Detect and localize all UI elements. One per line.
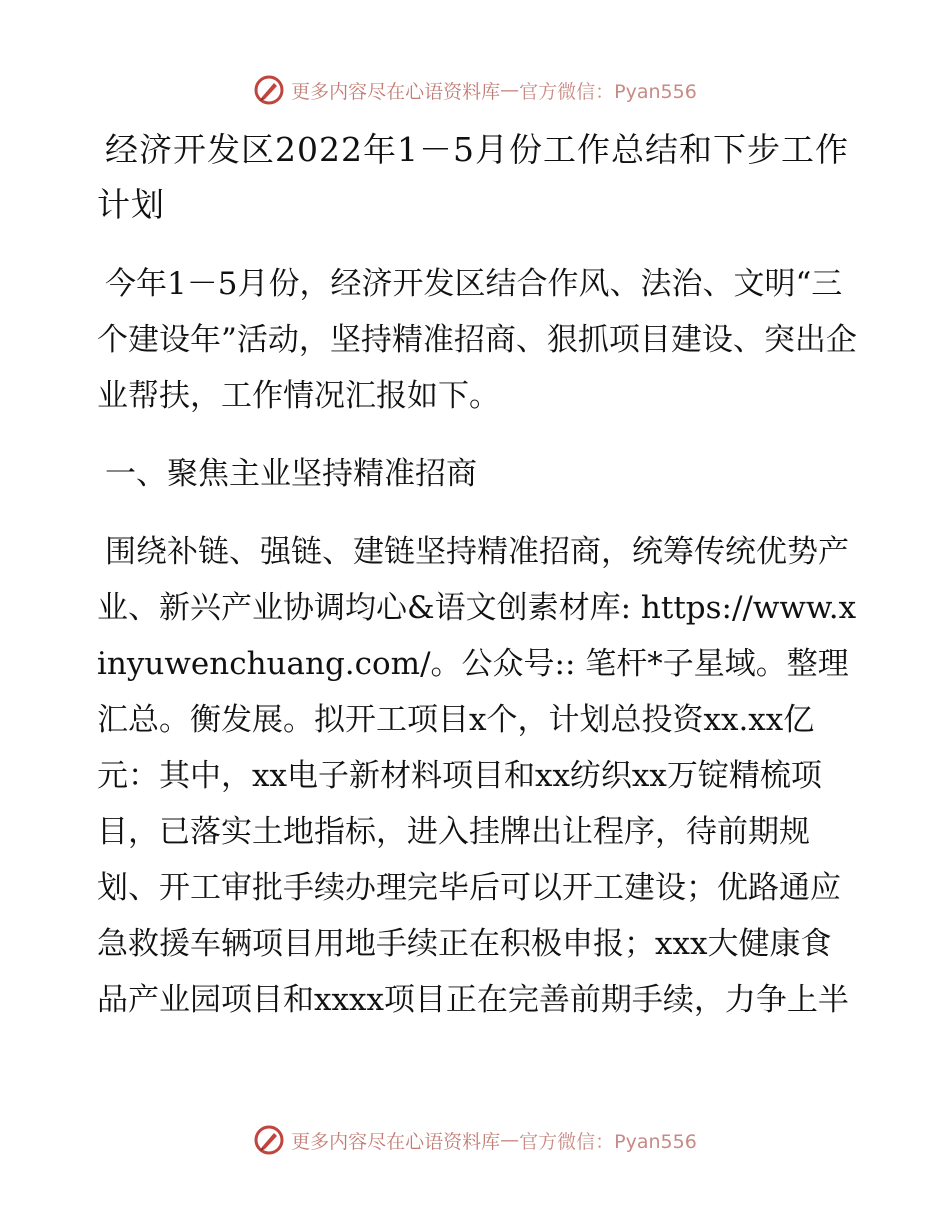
document-title: 经济开发区2022年1－5月份工作总结和下步工作计划 bbox=[97, 130, 849, 224]
header-watermark bbox=[0, 70, 950, 110]
watermark-separator: — bbox=[500, 79, 520, 101]
document-body bbox=[97, 122, 857, 1028]
section-heading: 一、聚焦主业坚持精准招商 bbox=[105, 456, 477, 492]
watermark-brand: 更多内容尽在心语资料库 bbox=[291, 80, 501, 103]
pen-logo-icon bbox=[253, 1124, 285, 1156]
intro-paragraph: 今年1－5月份，经济开发区结合作风、法治、文明“三个建设年”活动，坚持精准招商、狠抓项目建设、突出企业帮扶，工作情况汇报如下。 bbox=[97, 266, 857, 414]
watermark-brand: 更多内容尽在心语资料库 bbox=[291, 1130, 501, 1153]
footer-watermark bbox=[0, 1120, 950, 1160]
section-paragraph: 围绕补链、强链、建链坚持精准招商，统筹传统优势产业、新兴产业协调均心&语文创素材库: https://www.xinyuwenchuang.com/。公众号:: 笔杆*子星域。整理汇总。衡发展。拟开工项目x个，计划总投资xx.xx亿元：其中，xx电子新材料项目和xx纺织xx万锭精梳项目，已落实土地指标，进入挂牌出让程序，待前期规划、开工审批手续办理完毕后可以开工建设；优路通应急救援车辆项目用地手续正在积极申报；xxx大健康食品产业园项目和xxxx项目正在完善前期手续，力争上半 bbox=[97, 534, 857, 1018]
watermark-wechat: 官方微信：Pyan556 bbox=[519, 1130, 697, 1153]
pen-logo-icon bbox=[253, 74, 285, 106]
watermark-separator: — bbox=[500, 1129, 520, 1151]
watermark-wechat: 官方微信：Pyan556 bbox=[519, 80, 697, 103]
